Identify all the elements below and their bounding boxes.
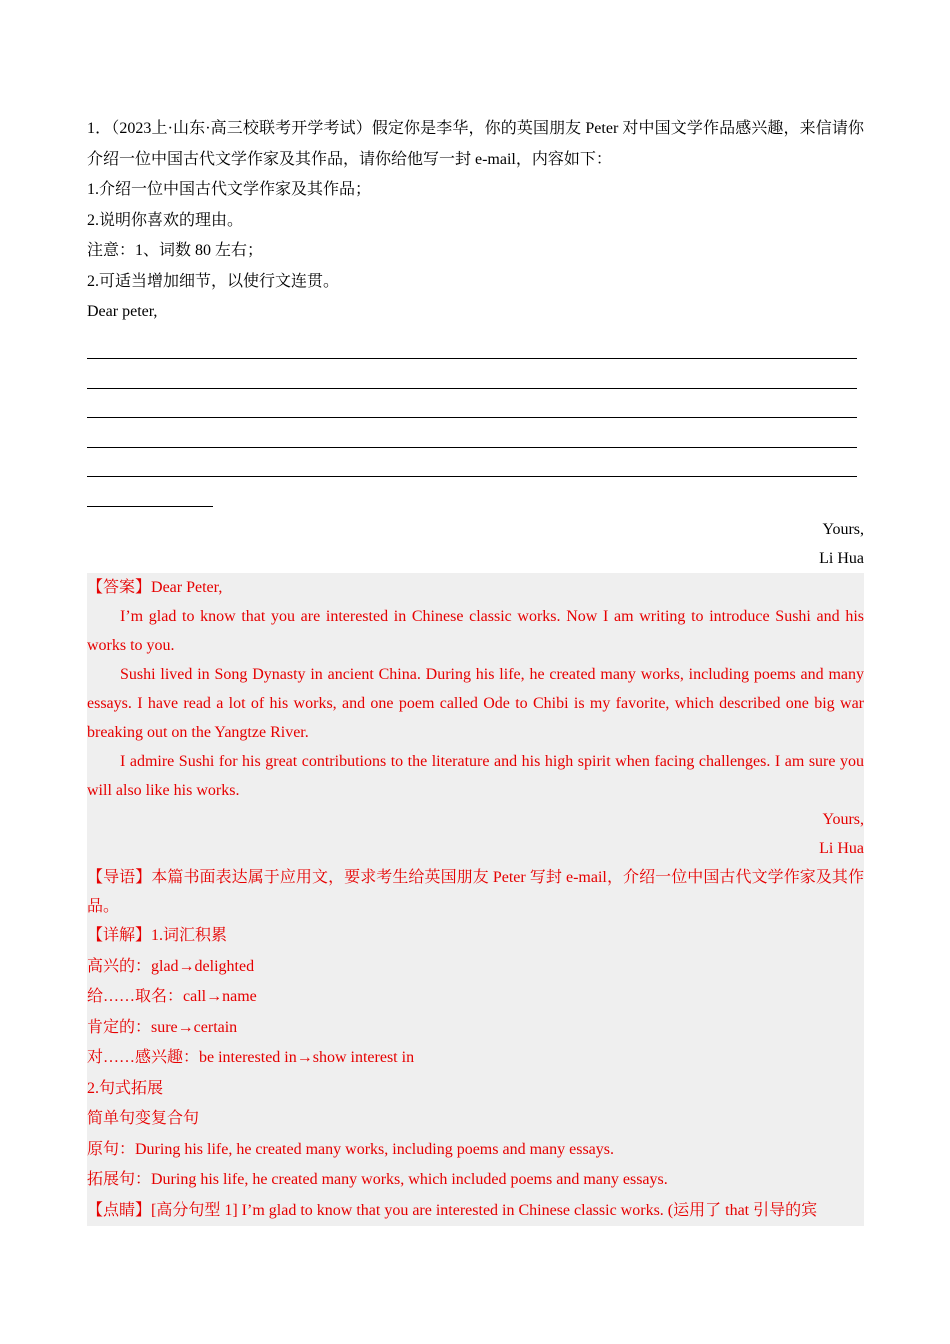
detail-title: 1.词汇积累 (151, 927, 228, 945)
section-2-title: 2.句式拓展 (87, 1079, 164, 1097)
writing-line[interactable] (87, 330, 857, 360)
answer-paragraph-3: I admire Sushi for his great contributions to the literature and his high spirit when facing challenges. I am sure you will also like his works. (87, 753, 864, 800)
vocab-item: 对……感兴趣：be interested in→show interest in (87, 1049, 415, 1067)
section-2-subtitle: 简单句变复合句 (87, 1110, 200, 1128)
answer-lines (87, 330, 864, 508)
question-item-1: 1.介绍一位中国古代文学作家及其作品； (87, 181, 372, 198)
letter-greeting: Dear peter, (87, 303, 158, 320)
original-sentence: 原句：During his life, he created many works, including poems and many essays. (87, 1140, 615, 1158)
letter-sign-off (87, 515, 864, 573)
question-item-2: 2.说明你喜欢的理由。 (87, 211, 244, 229)
question-block (87, 114, 864, 328)
answer-label: 【答案】 (87, 579, 152, 597)
question-prompt: 1．（2023上·山东·高三校联考开学考试）假定你是李华，你的英国朋友 Peter 对中国文学作品感兴趣，来信请你介绍一位中国古代文学作家及其作品，请你给他写一封 e-mail，内容如下： (87, 120, 864, 168)
expanded-sentence: 拓展句：During his life, he created many works, which included poems and many essays. (87, 1171, 668, 1189)
highlight-label: 【点睛】 (87, 1201, 152, 1219)
guide-label: 【导语】 (87, 869, 152, 887)
guide-text: 本篇书面表达属于应用文，要求考生给英国朋友 Peter 写封 e-mail，介绍一位中国古代文学作家及其作品。 (87, 869, 864, 916)
writing-line[interactable] (87, 359, 857, 389)
writing-line[interactable] (87, 448, 857, 478)
vocab-item: 给……取名：call→name (87, 988, 257, 1006)
answer-greeting: Dear Peter, (151, 579, 223, 597)
letter-signature: Li Hua (819, 550, 864, 568)
writing-line[interactable] (87, 477, 213, 507)
vocab-item: 肯定的：sure→certain (87, 1018, 238, 1036)
answer-paragraph-2: Sushi lived in Song Dynasty in ancient China. During his life, he created many works, including poems and many essays. I have read a lot of his works, and one poem called Ode to Chibi is my favorite, which described one big war breaking out on the Yangtze River. (87, 666, 864, 742)
answer-signature: Li Hua (819, 840, 864, 858)
writing-line[interactable] (87, 389, 857, 419)
answer-section (87, 573, 864, 1226)
writing-line[interactable] (87, 418, 857, 448)
detail-label: 【详解】 (87, 927, 152, 945)
answer-closing: Yours, (822, 811, 864, 829)
vocab-item: 高兴的：glad→delighted (87, 957, 255, 975)
highlight-text: [高分句型 1] I’m glad to know that you are interested in Chinese classic works. (运用了 that 引导的宾 (151, 1201, 818, 1219)
question-note-2: 2.可适当增加细节，以使行文连贯。 (87, 272, 340, 290)
letter-closing: Yours, (822, 521, 864, 539)
question-note-1: 注意：1、词数 80 左右； (87, 242, 264, 259)
document-content (87, 114, 864, 1226)
answer-paragraph-1: I’m glad to know that you are interested in Chinese classic works. Now I am writing to introduce Sushi and his works to you. (87, 608, 864, 655)
